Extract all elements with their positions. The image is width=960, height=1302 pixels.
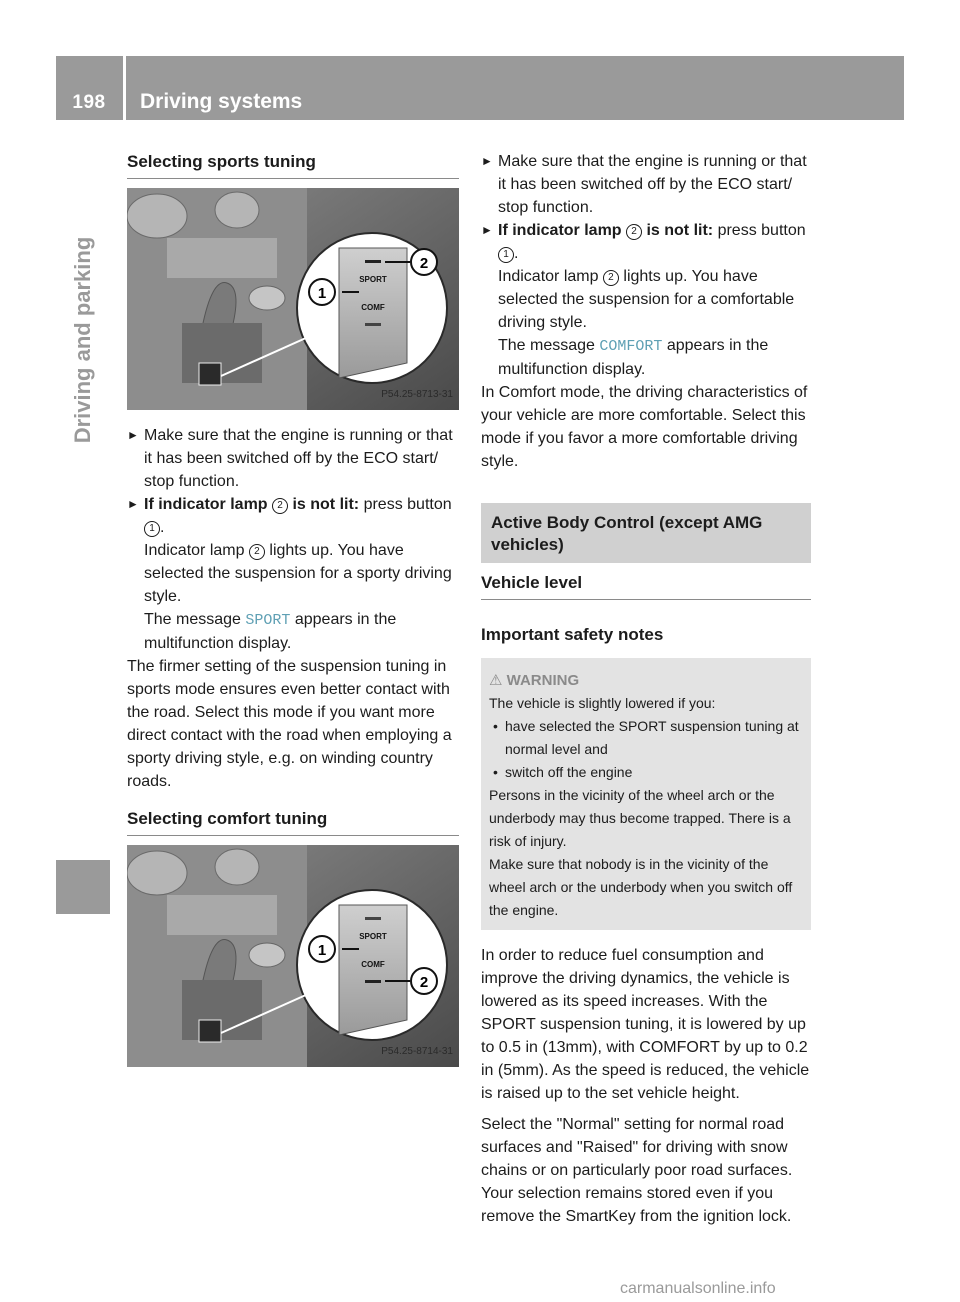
- warning-paragraph: Make sure that nobody is in the vicinity of the wheel arch or the underbody when you switch off the engine.: [489, 856, 793, 918]
- center-console-illustration: [127, 845, 459, 1067]
- step-press-button: ► If indicator lamp 2 is not lit: press button 1 . Indicator lamp 2 lights up. You have selected the suspension for a sporty driving style. The message SPORT appears in the multifunction display.: [127, 493, 459, 655]
- section-title: Driving systems: [140, 90, 303, 113]
- list-item: • switch off the engine: [489, 761, 803, 784]
- left-column: [127, 150, 459, 1081]
- sports-tuning-figure: [127, 188, 459, 410]
- step-arrow-icon: ►: [127, 428, 139, 442]
- figure-code: P54.25-8714-31: [381, 1046, 453, 1057]
- callout-1: 1: [317, 285, 327, 302]
- figure-code: P54.25-8713-31: [381, 389, 453, 400]
- display-message: SPORT: [245, 612, 291, 629]
- warning-intro: The vehicle is slightly lowered if you:: [489, 695, 716, 711]
- lamp-2-marker: 2: [603, 270, 619, 286]
- warning-box: [481, 658, 811, 930]
- safety-notes-heading: Important safety notes: [481, 625, 664, 644]
- sports-tuning-heading: Selecting sports tuning: [127, 150, 459, 179]
- lamp-2-marker: 2: [249, 544, 265, 560]
- callout-2: 2: [419, 255, 429, 272]
- warning-triangle-icon: ⚠: [489, 672, 503, 689]
- vehicle-level-heading: Vehicle level: [481, 571, 811, 600]
- switch-label-sport: SPORT: [359, 932, 387, 941]
- display-message: COMFORT: [599, 338, 663, 355]
- warning-title: ⚠ WARNING: [489, 672, 580, 689]
- callout-2: 2: [419, 974, 429, 991]
- comfort-tuning-heading: Selecting comfort tuning: [127, 807, 459, 836]
- lamp-2-marker: 2: [626, 224, 642, 240]
- callout-1: 1: [317, 942, 327, 959]
- center-console-illustration: [127, 188, 459, 410]
- switch-label-comf: COMF: [361, 303, 385, 312]
- step-check-engine: ► Make sure that the engine is running or that it has been switched off by the ECO start/ stop function.: [127, 424, 459, 493]
- step-press-button: ► If indicator lamp 2 is not lit: press button 1 . Indicator lamp 2 lights up. You have selected the suspension for a comfortable driving style. The message COMFORT appears in the multifunction display.: [481, 219, 811, 381]
- switch-label-comf: COMF: [361, 960, 385, 969]
- comfort-mode-paragraph: In Comfort mode, the driving characteristics of your vehicle are more comfortable. Select this mode if you favor a more comfortable driving style.: [481, 384, 808, 470]
- comfort-tuning-figure: [127, 845, 459, 1067]
- list-item: • have selected the SPORT suspension tuning at normal level and: [489, 715, 803, 761]
- abc-section-heading: Active Body Control (except AMG vehicles): [481, 503, 811, 563]
- step-arrow-icon: ►: [481, 154, 493, 168]
- lowering-paragraph: In order to reduce fuel consumption and improve the driving dynamics, the vehicle is lowered as its speed increases. With the SPORT suspension tuning, it is lowered by up to 0.5 in (13mm), with COMFORT by up to 0.2 in (5mm). As the speed is reduced, the vehicle is raised up to the set vehicle height.: [481, 947, 810, 1102]
- right-column: [481, 150, 811, 1228]
- step-check-engine: ► Make sure that the engine is running or that it has been switched off by the ECO start/ stop function.: [481, 150, 811, 219]
- watermark: carmanualsonline.info: [620, 1280, 776, 1297]
- sports-mode-paragraph: The firmer setting of the suspension tuning in sports mode ensures even better contact with the road. Select this mode if you want more direct contact with the road when employing a sporty driving style, e.g. on winding country roads.: [127, 658, 452, 790]
- step-arrow-icon: ►: [481, 223, 493, 237]
- normal-raised-paragraph: Select the "Normal" setting for normal road surfaces and "Raised" for driving with snow chains or on particularly poor road surfaces. Your selection remains stored even if you remove the SmartKey from the ignition lock.: [481, 1116, 793, 1225]
- lamp-2-marker: 2: [272, 498, 288, 514]
- button-1-marker: 1: [498, 247, 514, 263]
- header-divider: [123, 56, 126, 120]
- page-number: 198: [72, 92, 106, 113]
- side-tab-marker: [56, 860, 110, 914]
- step-arrow-icon: ►: [127, 497, 139, 511]
- warning-paragraph: Persons in the vicinity of the wheel arch or the underbody may thus become trapped. There is a risk of injury.: [489, 787, 791, 849]
- switch-label-sport: SPORT: [359, 275, 387, 284]
- button-1-marker: 1: [144, 521, 160, 537]
- warning-list: [489, 715, 803, 784]
- side-tab-label: Driving and parking: [70, 236, 95, 444]
